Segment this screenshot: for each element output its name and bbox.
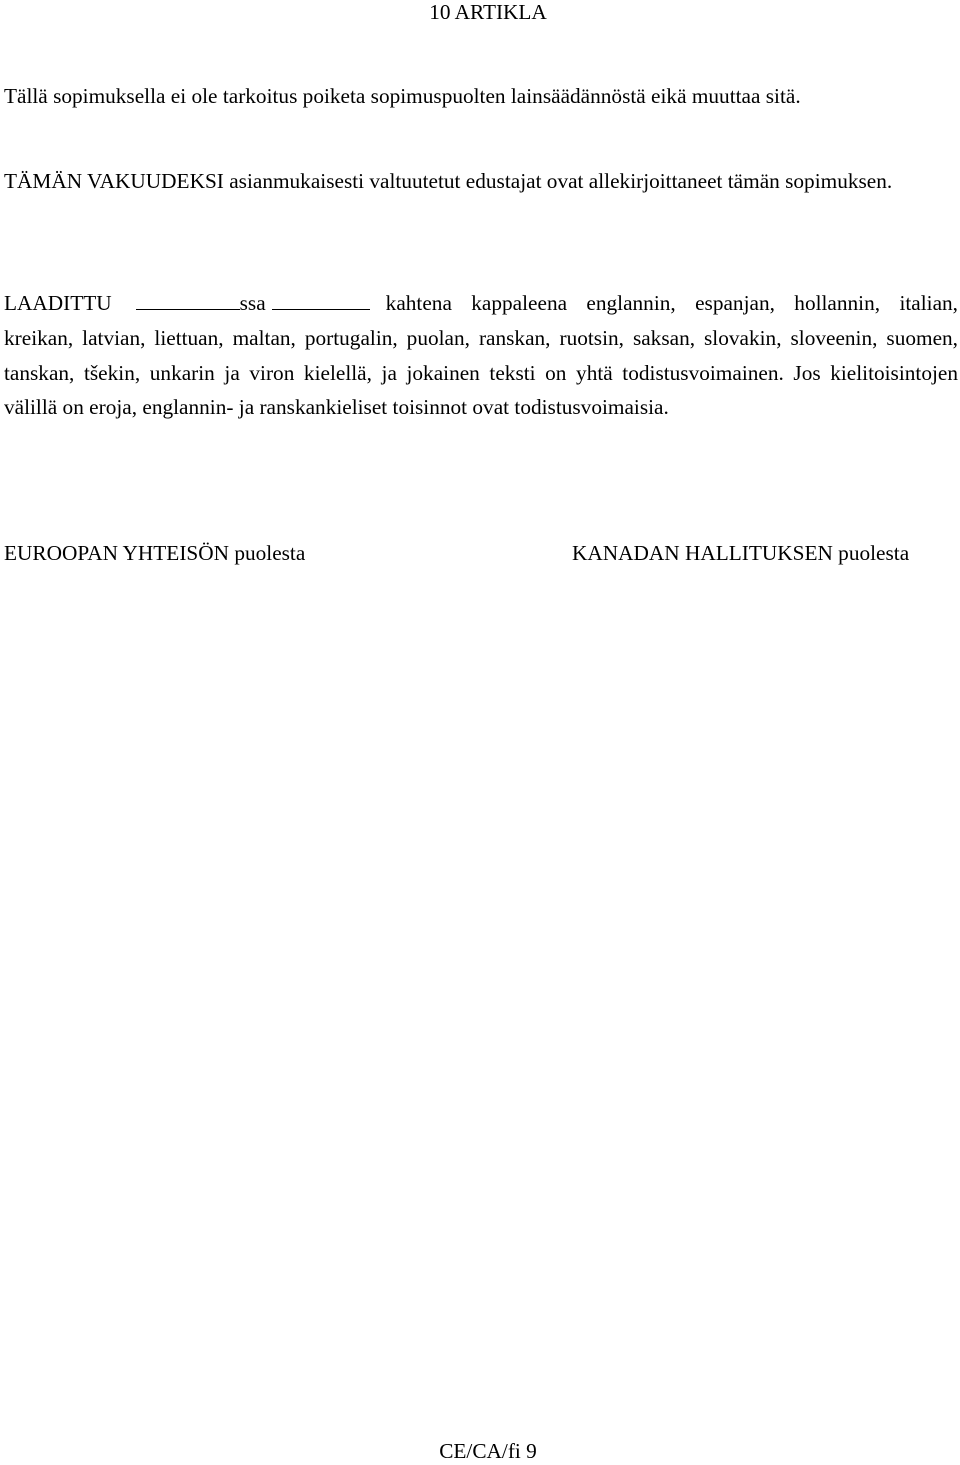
paragraph-done-at — [4, 286, 958, 425]
done-at-label: LAADITTU — [4, 291, 112, 315]
place-blank-line — [136, 308, 240, 310]
article-heading: 10 ARTIKLA — [429, 0, 547, 24]
language-clause: kahtena kappaleena englannin, espanjan, hollannin, italian, kreikan, latvian, liettuan, maltan, portugalin, puolan, ranskan, ruotsin, saksan, slovakin, sloveenin, suomen, tanskan, tšekin, unkarin ja viron kielellä, ja jokainen teksti on yhtä todistusvoimainen. Jos kielitoisintojen välillä on eroja, englannin- ja ranskankieliset toisinnot ovat todistusvoimaisia. — [4, 291, 958, 420]
paragraph-intent: Tällä sopimuksella ei ole tarkoitus poiketa sopimuspuolten lainsäädännöstä eikä muuttaa sitä. — [4, 84, 801, 108]
date-blank-line — [272, 308, 370, 310]
signature-eu: EUROOPAN YHTEISÖN puolesta — [4, 541, 306, 565]
page-reference: CE/CA/fi 9 — [439, 1439, 537, 1463]
signature-canada: KANADAN HALLITUKSEN puolesta — [572, 541, 910, 565]
paragraph-witness: TÄMÄN VAKUUDEKSI asianmukaisesti valtuutetut edustajat ovat allekirjoittaneet tämän sopimuksen. — [4, 169, 893, 193]
done-at-suffix: ssa — [239, 291, 266, 315]
